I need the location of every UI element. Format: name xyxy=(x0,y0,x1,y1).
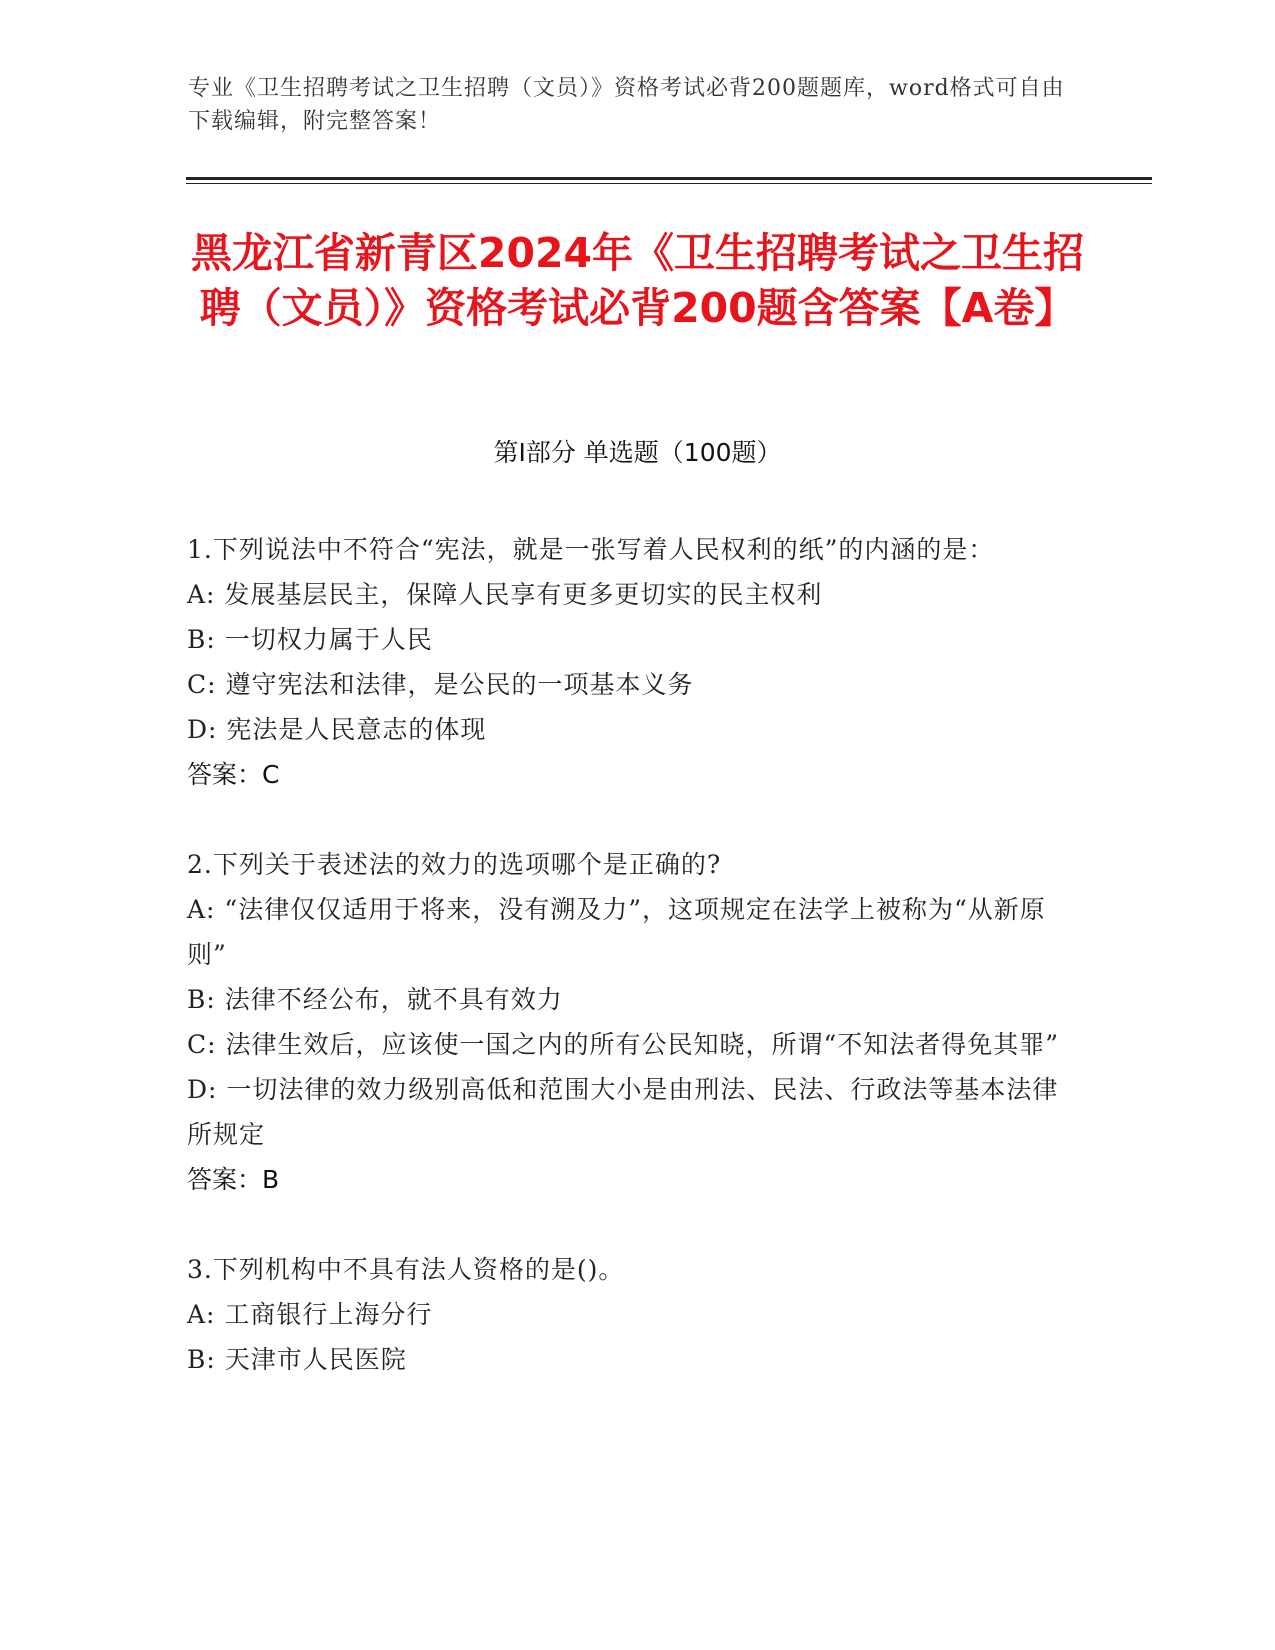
option-a: A: 工商银行上海分行 xyxy=(187,1300,433,1329)
header-note: 专业《卫生招聘考试之卫生招聘（文员）》资格考试必背200题题库，word格式可自由下载编辑，附完整答案！ xyxy=(188,76,1065,134)
question-text: 3.下列机构中不具有法人资格的是()。 xyxy=(187,1255,625,1284)
answer-value: C xyxy=(262,760,280,789)
answer-label: 答案： xyxy=(187,760,263,789)
header-divider-thin xyxy=(186,183,1152,184)
option-b: B: 一切权力属于人民 xyxy=(187,625,433,654)
section-heading: 第Ⅰ部分 单选题（100题） xyxy=(493,438,782,467)
option-d: D: 宪法是人民意志的体现 xyxy=(187,715,487,744)
question-list xyxy=(187,527,1067,1382)
option-a: A: “法律仅仅适用于将来，没有溯及力”，这项规定在法学上被称为“从新原则” xyxy=(187,895,1046,969)
question-3 xyxy=(187,1247,1067,1382)
answer-value: B xyxy=(262,1165,280,1194)
question-text: 2.下列关于表述法的效力的选项哪个是正确的? xyxy=(187,850,722,879)
document-title: 黑龙江省新青区2024年《卫生招聘考试之卫生招聘（文员）》资格考试必背200题含答案【A卷】 xyxy=(190,229,1085,332)
option-d: D: 一切法律的效力级别高低和范围大小是由刑法、民法、行政法等基本法律所规定 xyxy=(187,1075,1059,1149)
option-b: B: 天津市人民医院 xyxy=(187,1345,407,1374)
question-2 xyxy=(187,842,1067,1202)
question-spacer xyxy=(187,1202,1067,1247)
option-c: C: 法律生效后，应该使一国之内的所有公民知晓，所谓“不知法者得免其罪” xyxy=(187,1030,1060,1059)
header-divider-thick xyxy=(186,177,1152,180)
question-text: 1.下列说法中不符合“宪法，就是一张写着人民权利的纸”的内涵的是： xyxy=(187,535,995,564)
question-1 xyxy=(187,527,1067,797)
answer-label: 答案： xyxy=(187,1165,263,1194)
option-a: A: 发展基层民主，保障人民享有更多更切实的民主权利 xyxy=(187,580,823,609)
question-spacer xyxy=(187,797,1067,842)
answer-line xyxy=(187,752,1067,797)
option-c: C: 遵守宪法和法律，是公民的一项基本义务 xyxy=(187,670,694,699)
answer-line xyxy=(187,1157,1067,1202)
option-b: B: 法律不经公布，就不具有效力 xyxy=(187,985,563,1014)
